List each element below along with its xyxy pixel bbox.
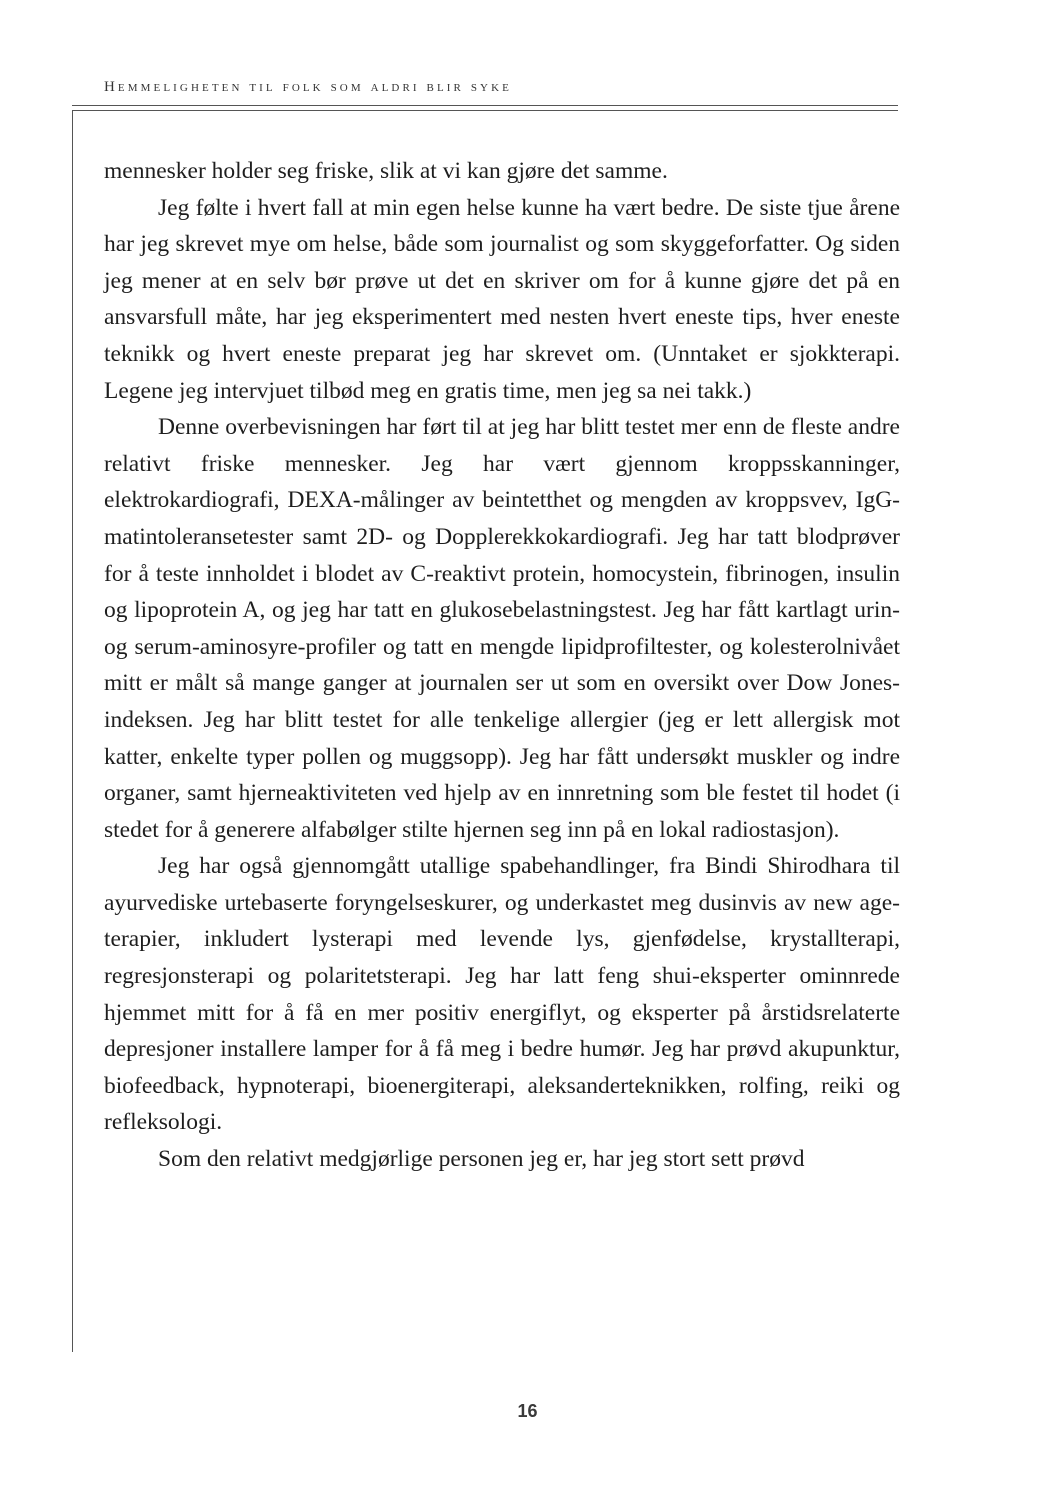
paragraph: Denne overbevisningen har ført til at jeg har blitt testet mer enn de fleste andre relativt friske mennesker. Jeg har vært gjennom kroppsskanninger, elektrokardiografi, DEXA-målinger av beintetthet og mengden av kroppsvev, IgG-matintoleransetester samt 2D- og Dopplerekkokardiografi. Jeg har tatt blodprøver for å teste innholdet i blodet av C-reaktivt protein, homocystein, fibrinogen, insulin og lipoprotein A, og jeg har tatt en glukosebelastningstest. Jeg har fått kartlagt urin- og serum-aminosyre-profiler og tatt en mengde lipidprofiltester, og kolesterolnivået mitt er målt så mange ganger at journalen ser ut som en oversikt over Dow Jones-indeksen. Jeg har blitt testet for alle tenkelige allergier (jeg er lett allergisk mot katter, enkelte typer pollen og muggsopp). Jeg har fått undersøkt muskler og indre organer, samt hjerneaktiviteten ved hjelp av en innretning som ble festet til hodet (i stedet for å generere alfabølger stilte hjernen seg inn på en lokal radiostasjon). bbox=[104, 414, 900, 843]
running-head: Hemmeligheten til folk som aldri blir syke bbox=[104, 79, 512, 95]
paragraph: Jeg har også gjennomgått utallige spabehandlinger, fra Bindi Shirodhara til ayurvediske urtebaserte foryngelseskurer, og underkastet meg dusinvis av new age-terapier, inkludert lysterapi med levende lys, gjenfødelse, krystallterapi, regresjonsterapi og polaritetsterapi. Jeg har latt feng shui-eksperter ominnrede hjemmet mitt for å få en mer positiv energiflyt, og eksperter på årstidsrelaterte depresjoner installere lamper for å få meg i bedre humør. Jeg har prøvd akupunktur, biofeedback, hypnoterapi, bioenergiterapi, aleksanderteknikken, rolfing, reiki og refleksologi. bbox=[104, 853, 900, 1136]
header-rule-bottom bbox=[72, 110, 898, 111]
margin-rule bbox=[72, 110, 73, 1352]
header-rule-top bbox=[72, 105, 898, 106]
page-number: 16 bbox=[517, 1401, 538, 1421]
paragraph: Som den relativt medgjørlige personen jeg er, har jeg stort sett prøvd bbox=[158, 1146, 805, 1173]
paragraph: Jeg følte i hvert fall at min egen helse kunne ha vært bedre. De siste tjue årene har jeg skrevet mye om helse, både som journalist og som skyggeforfatter. Og siden jeg mener at en selv bør prøve ut det en skriver om for å kunne gjøre det på en ansvarsfull måte, har jeg eksperimentert med nesten hvert eneste tips, hver eneste teknikk og hvert eneste preparat jeg har skrevet om. (Unntaket er sjokkterapi. Legene jeg intervjuet tilbød meg en gratis time, men jeg sa nei takk.) bbox=[104, 194, 900, 404]
paragraph-continued: mennesker holder seg friske, slik at vi kan gjøre det samme. bbox=[104, 158, 668, 184]
body-text bbox=[104, 153, 900, 1178]
